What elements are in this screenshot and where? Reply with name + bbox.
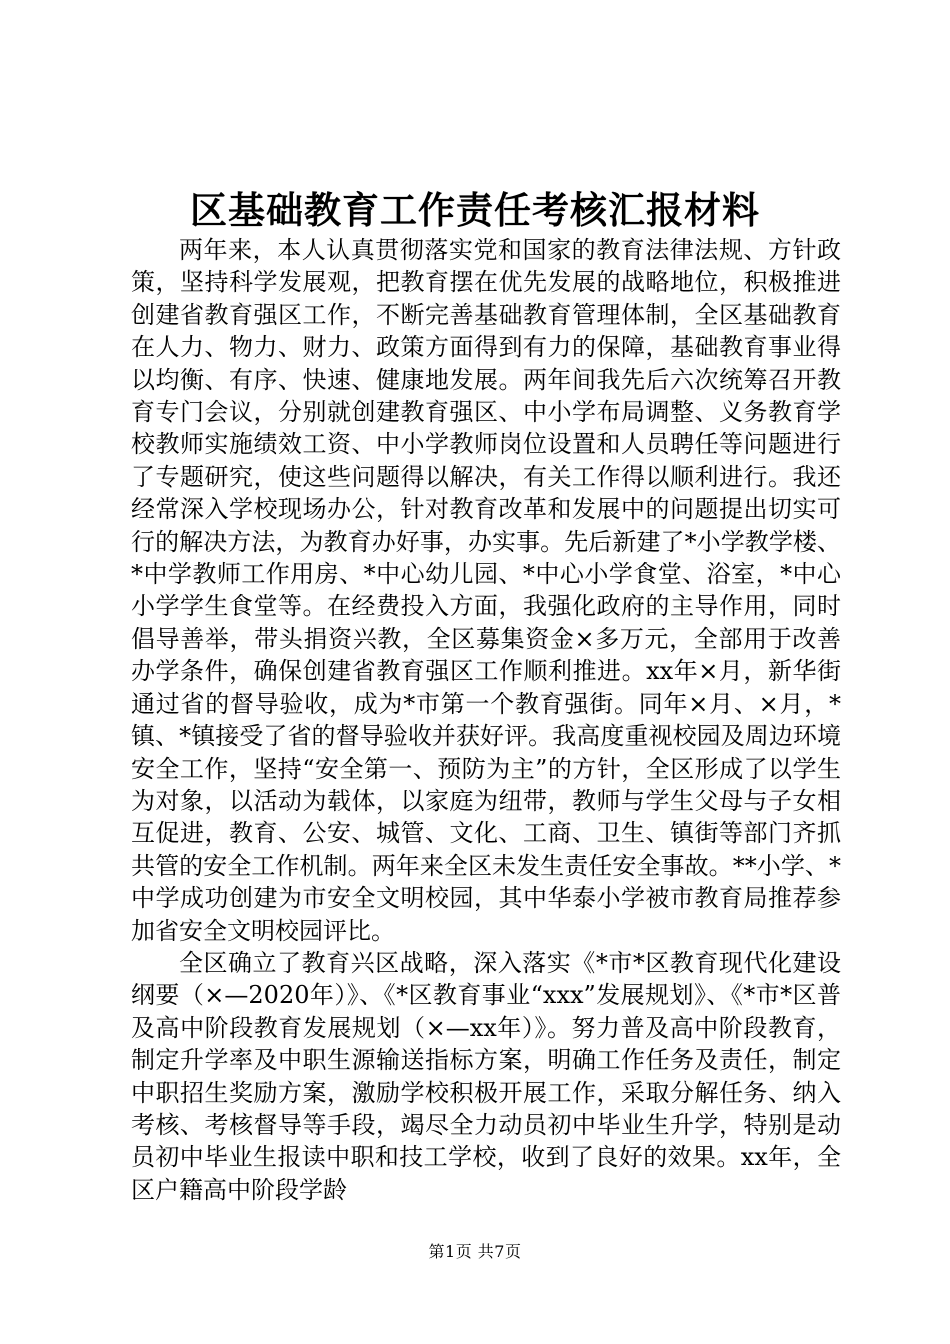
page-footer: 第1页 共7页	[428, 1242, 522, 1261]
paragraph-1: 两年来，本人认真贯彻落实党和国家的教育法律法规、方针政策，坚持科学发展观，把教育摆在优先发展的战略地位，积极推进创建省教育强区工作，不断完善基础教育管理体制，全区基础教育在人力、物力、财力、政策方面得到有力的保障，基础教育事业得以均衡、有序、快速、健康地发展。两年间我先后六次统筹召开教育专门会议，分别就创建教育强区、中小学布局调整、义务教育学校教师实施绩效工资、中小学教师岗位设置和人员聘任等问题进行了专题研究，使这些问题得以解决，有关工作得以顺利进行。我还经常深入学校现场办公，针对教育改革和发展中的问题提出切实可行的解决方法，为教育办好事，办实事。先后新建了*小学教学楼、*中学教师工作用房、*中心幼儿园、*中心小学食堂、浴室，*中心小学学生食堂等。在经费投入方面，我强化政府的主导作用，同时倡导善举，带头捐资兴教，全区募集资金×多万元，全部用于改善办学条件，确保创建省教育强区工作顺利推进。xx年×月，新华街通过省的督导验收，成为*市第一个教育强街。同年×月、×月，*镇、*镇接受了省的督导验收并获好评。我高度重视校园及周边环境安全工作，坚持“安全第一、预防为主”的方针，全区形成了以学生为对象，以活动为载体，以家庭为纽带，教师与学生父母与子女相互促进，教育、公安、城管、文化、工商、卫生、镇街等部门齐抓共管的安全工作机制。两年来全区未发生责任安全事故。**小学、*中学成功创建为市安全文明校园，其中华泰小学被市教育局推荐参加省安全文明校园评比。	[131, 236, 841, 945]
document-body	[131, 234, 841, 1206]
document-title: 区基础教育工作责任考核汇报材料	[190, 188, 760, 232]
paragraph-2: 全区确立了教育兴区战略，深入落实《*市*区教育现代化建设纲要（×—2020年）》、《*区教育事业“xxx”发展规划》、《*市*区普及高中阶段教育发展规划（×—xx年）》。努力普及高中阶段教育，制定升学率及中职生源输送指标方案，明确工作任务及责任，制定中职招生奖励方案，激励学校积极开展工作，采取分解任务、纳入考核、考核督导等手段，竭尽全力动员初中毕业生升学，特别是动员初中毕业生报读中职和技工学校，收到了良好的效果。xx年，全区户籍高中阶段学龄	[131, 948, 841, 1204]
